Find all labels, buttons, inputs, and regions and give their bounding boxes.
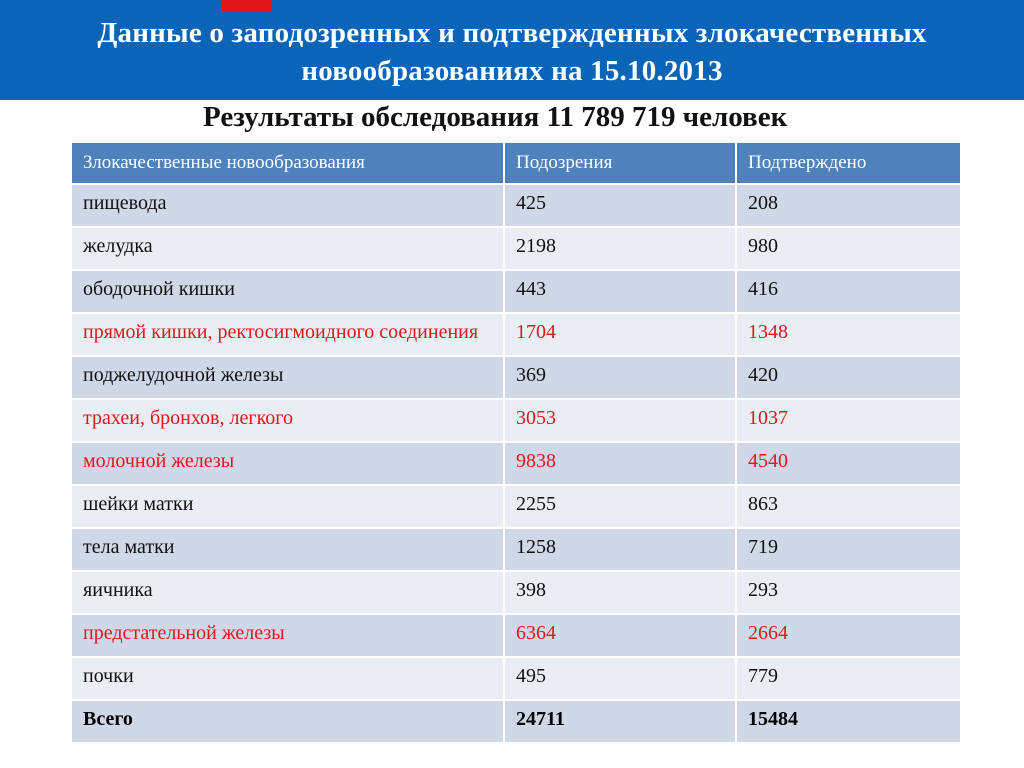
cell-confirmed: 1348 — [736, 313, 960, 356]
cell-confirmed: 1037 — [736, 399, 960, 442]
cell-neoplasm: почки — [72, 657, 504, 700]
cell-neoplasm: молочной железы — [72, 442, 504, 485]
table-row — [72, 657, 960, 700]
cell-neoplasm: поджелудочной железы — [72, 356, 504, 399]
cell-neoplasm: желудка — [72, 227, 504, 270]
slide-title-line-1: Данные о заподозренных и подтвержденных злокачественных — [97, 17, 927, 49]
column-header-confirmed: Подтверждено — [736, 143, 960, 184]
cell-confirmed: 416 — [736, 270, 960, 313]
cell-neoplasm: пищевода — [72, 184, 504, 227]
table-row — [72, 313, 960, 356]
table-row — [72, 184, 960, 227]
column-header-suspected: Подозрения — [504, 143, 736, 184]
cell-suspected: 6364 — [504, 614, 736, 657]
cell-suspected: 398 — [504, 571, 736, 614]
cell-confirmed: 779 — [736, 657, 960, 700]
table-row — [72, 227, 960, 270]
table-row — [72, 356, 960, 399]
cell-total-confirmed: 15484 — [736, 700, 960, 742]
cell-neoplasm: яичника — [72, 571, 504, 614]
cell-confirmed: 208 — [736, 184, 960, 227]
cell-confirmed: 980 — [736, 227, 960, 270]
cell-total-suspected: 24711 — [504, 700, 736, 742]
cell-confirmed: 2664 — [736, 614, 960, 657]
table-row — [72, 614, 960, 657]
cell-suspected: 443 — [504, 270, 736, 313]
slide-title — [0, 14, 1024, 90]
cell-neoplasm: прямой кишки, ректосигмоидного соединения — [72, 313, 504, 356]
neoplasm-table — [72, 143, 960, 742]
table-row — [72, 485, 960, 528]
cell-suspected: 2198 — [504, 227, 736, 270]
cell-confirmed: 4540 — [736, 442, 960, 485]
cell-confirmed: 863 — [736, 485, 960, 528]
cell-suspected: 3053 — [504, 399, 736, 442]
red-accent-bar — [222, 0, 272, 12]
table-row — [72, 399, 960, 442]
table-row — [72, 442, 960, 485]
cell-confirmed: 293 — [736, 571, 960, 614]
table-row — [72, 270, 960, 313]
cell-suspected: 369 — [504, 356, 736, 399]
table-header-row — [72, 143, 960, 184]
cell-suspected: 1704 — [504, 313, 736, 356]
cell-neoplasm: шейки матки — [72, 485, 504, 528]
cell-suspected: 1258 — [504, 528, 736, 571]
cell-suspected: 9838 — [504, 442, 736, 485]
cell-confirmed: 719 — [736, 528, 960, 571]
cell-neoplasm: трахеи, бронхов, легкого — [72, 399, 504, 442]
cell-suspected: 495 — [504, 657, 736, 700]
cell-neoplasm: предстательной железы — [72, 614, 504, 657]
cell-suspected: 2255 — [504, 485, 736, 528]
cell-total-label: Всего — [72, 700, 504, 742]
cell-neoplasm: тела матки — [72, 528, 504, 571]
cell-neoplasm: ободочной кишки — [72, 270, 504, 313]
table-row — [72, 528, 960, 571]
table-body — [72, 184, 960, 742]
slide-subtitle: Результаты обследования 11 789 719 человек — [203, 101, 788, 133]
table-total-row — [72, 700, 960, 742]
cell-confirmed: 420 — [736, 356, 960, 399]
column-header-neoplasm: Злокачественные новообразования — [72, 143, 504, 184]
table-row — [72, 571, 960, 614]
cell-suspected: 425 — [504, 184, 736, 227]
slide-title-line-2: новообразованиях на 15.10.2013 — [301, 55, 723, 87]
